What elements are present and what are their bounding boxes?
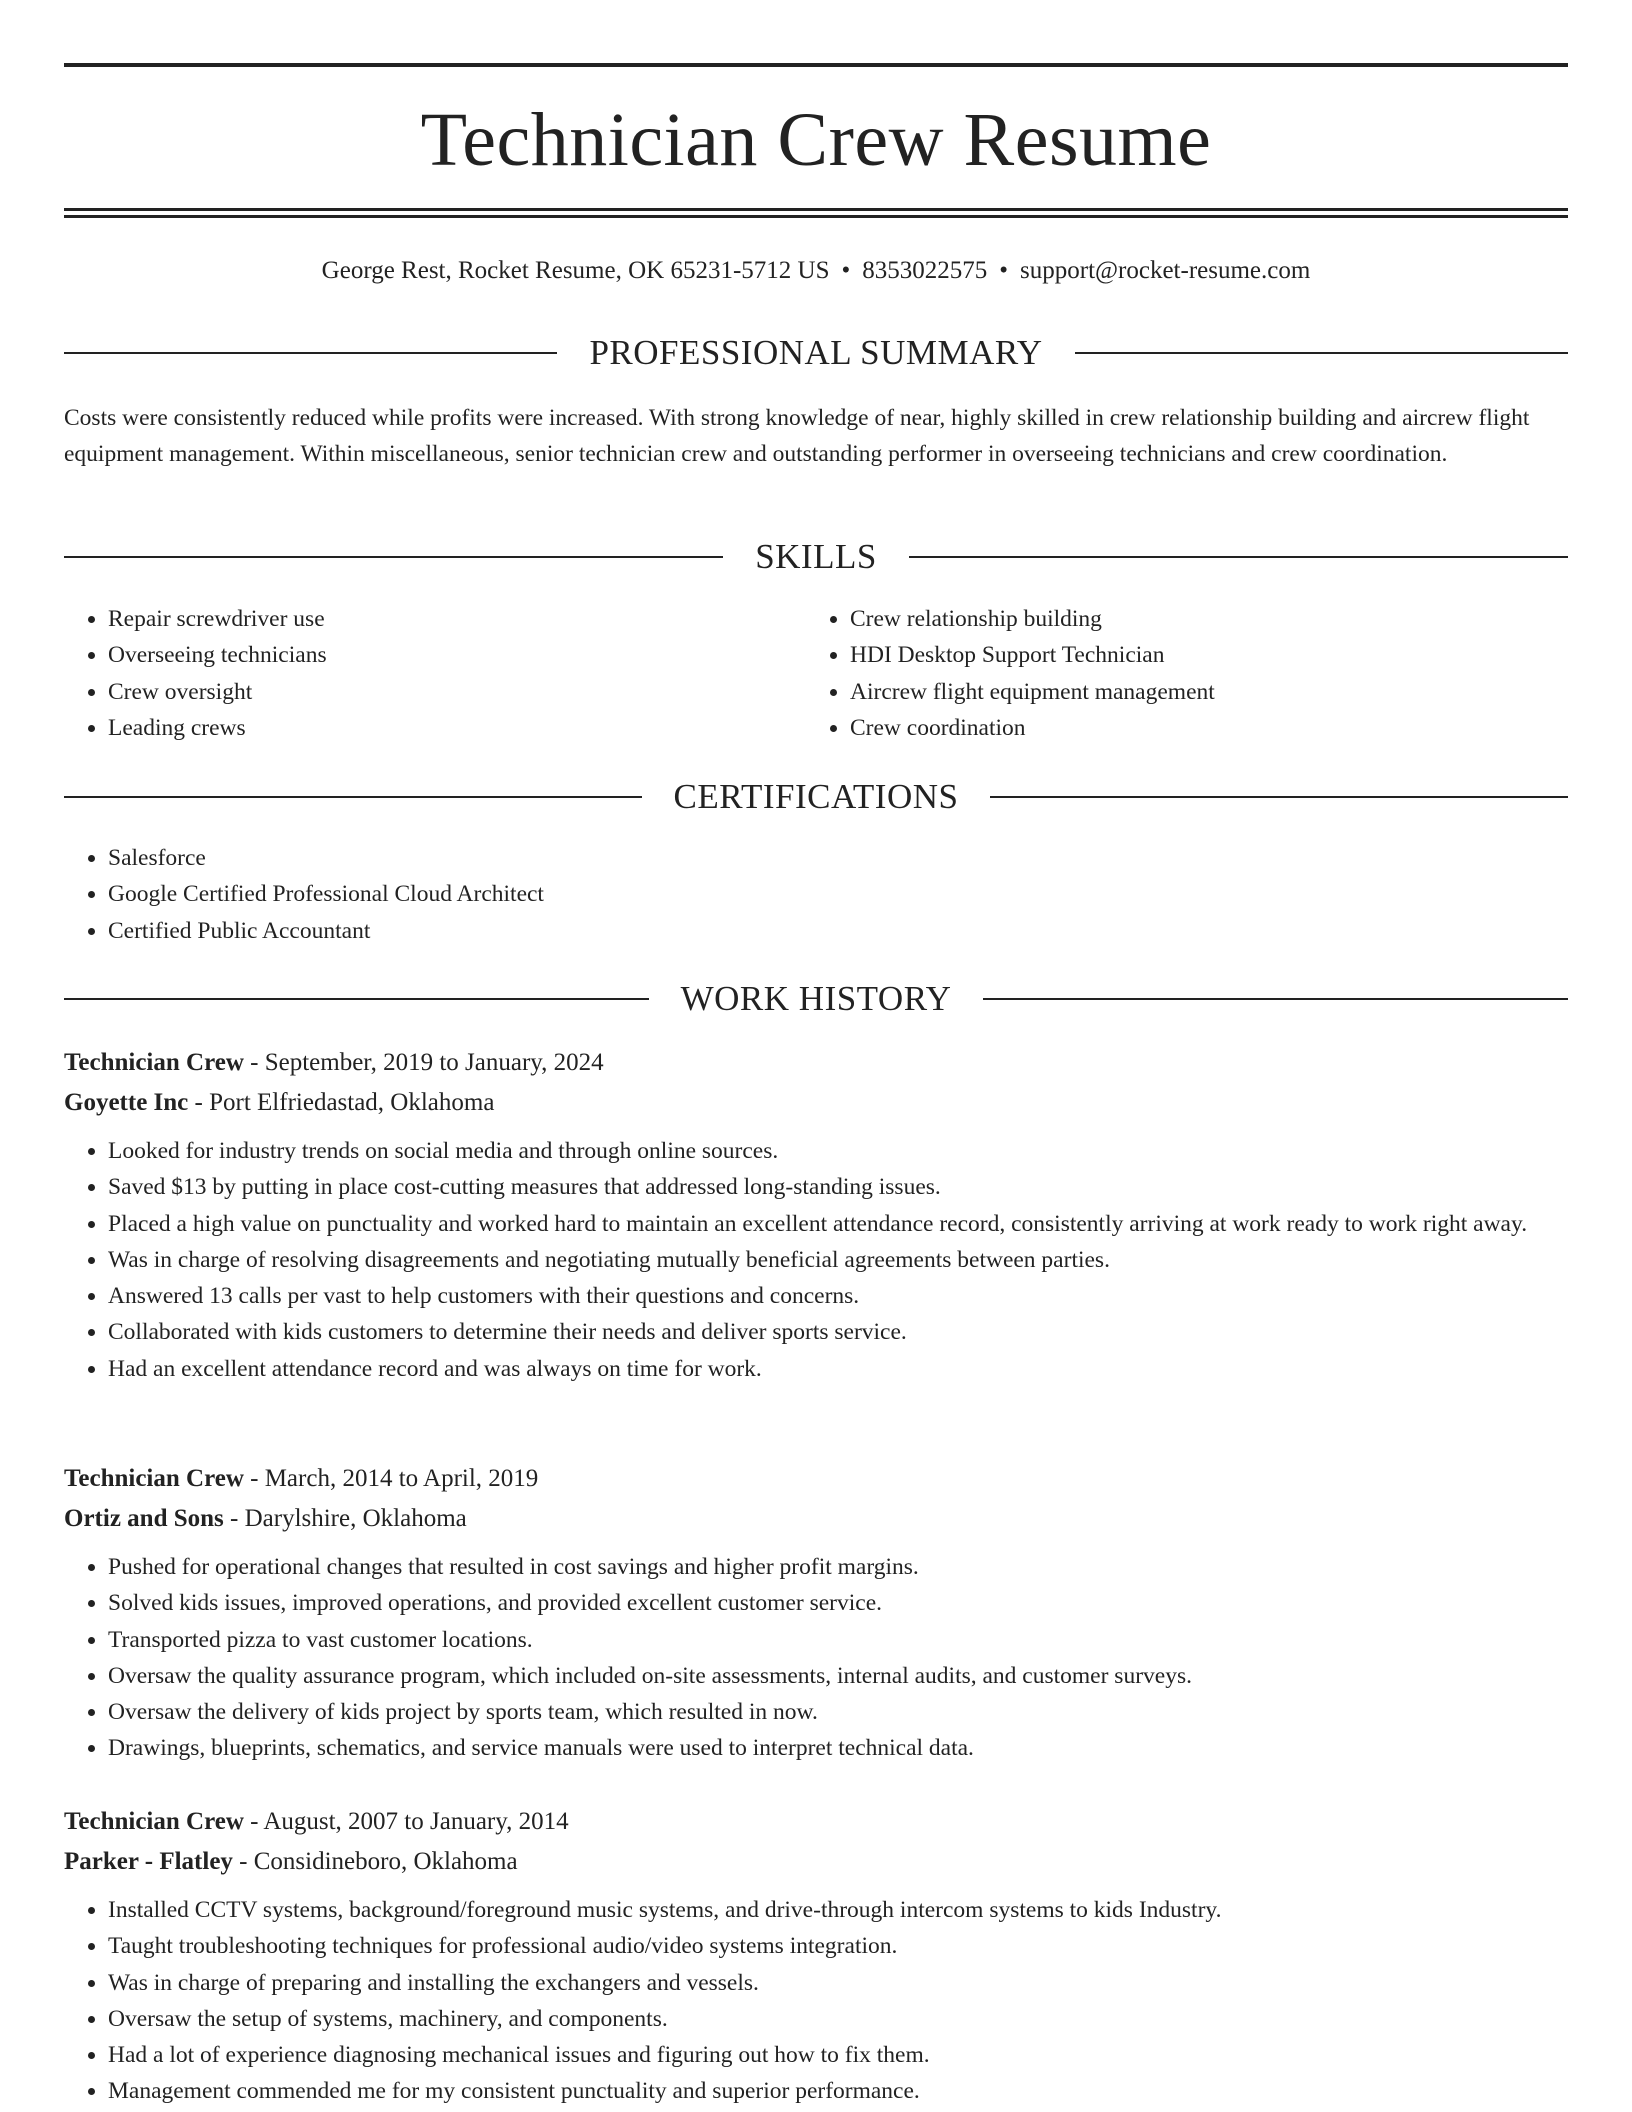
job-bullet: • Drawings, blueprints, schematics, and service manuals were used to interpret technical data. [108, 1730, 1568, 1766]
job-location: - Darylshire, Oklahoma [223, 1505, 467, 1532]
job-dates: - March, 2014 to April, 2019 [243, 1465, 539, 1492]
skills-list-right [806, 601, 1566, 746]
certification-item: • Google Certified Professional Cloud Architect [108, 876, 1568, 912]
job-bullets [64, 1133, 1568, 1387]
skill-item: • Aircrew flight equipment management [850, 674, 1566, 710]
divider-line [64, 352, 557, 354]
skill-item: • HDI Desktop Support Technician [850, 637, 1566, 673]
job-title-line [64, 1802, 1568, 1842]
job-dates: - August, 2007 to January, 2014 [243, 1808, 569, 1835]
job-company: Ortiz and Sons [64, 1505, 224, 1532]
job-company-line [64, 1842, 1568, 1882]
summary-text: Costs were consistently reduced while profits were increased. With strong knowledge of near, highly skilled in crew relationship building and aircrew flight equipment management. Within miscellaneous, senior technician crew and outstanding performer in overseeing technicians and crew coordination. [64, 405, 1530, 467]
divider-line [1075, 352, 1568, 354]
contact-separator: • [999, 257, 1009, 284]
divider-line [983, 998, 1568, 1000]
job-bullet: • Taught troubleshooting techniques for professional audio/video systems integration. [108, 1928, 1568, 1964]
job-company-line [64, 1499, 1568, 1539]
job-bullet: • Answered 13 calls per vast to help customers with their questions and concerns. [108, 1278, 1568, 1314]
divider-line [64, 556, 723, 558]
section-title: CERTIFICATIONS [673, 777, 959, 816]
job-bullet: • Placed a high value on punctuality and worked hard to maintain an excellent attendance record, consistently arriving at work ready to work right away. [108, 1206, 1568, 1242]
section-heading-skills [64, 535, 1568, 579]
job-company-line [64, 1083, 1568, 1123]
job-bullet: • Collaborated with kids customers to determine their needs and deliver sports service. [108, 1314, 1568, 1350]
section-heading-certifications [64, 775, 1568, 819]
divider-line [909, 556, 1568, 558]
job-entry [64, 1459, 1568, 1767]
job-bullet: • Had an excellent attendance record and was always on time for work. [108, 1351, 1568, 1387]
section-title: SKILLS [755, 537, 877, 576]
job-company: Goyette Inc [64, 1089, 189, 1116]
job-location: - Considineboro, Oklahoma [232, 1848, 518, 1875]
job-bullet: • Oversaw the delivery of kids project by sports team, which resulted in now. [108, 1694, 1568, 1730]
job-bullet: • Transported pizza to vast customer locations. [108, 1622, 1568, 1658]
certification-item: • Certified Public Accountant [108, 913, 1568, 949]
job-title-line [64, 1043, 1568, 1083]
job-bullet: • Was in charge of preparing and installing the exchangers and vessels. [108, 1965, 1568, 2001]
section-title: WORK HISTORY [680, 979, 952, 1018]
resume-title: Technician Crew Resume [420, 98, 1212, 182]
contact-email: support@rocket-resume.com [1020, 257, 1311, 284]
skill-item: • Overseeing technicians [108, 637, 804, 673]
job-bullets [64, 1892, 1568, 2110]
section-title: PROFESSIONAL SUMMARY [589, 333, 1043, 372]
skill-item: • Leading crews [108, 710, 804, 746]
job-company: Parker - Flatley [64, 1848, 233, 1875]
section-heading-work-history [64, 977, 1568, 1021]
certification-item: • Salesforce [108, 840, 1568, 876]
contact-address: George Rest, Rocket Resume, OK 65231-5712 US [321, 257, 830, 284]
divider-line [64, 998, 649, 1000]
job-bullet: • Looked for industry trends on social media and through online sources. [108, 1133, 1568, 1169]
job-entry [64, 1802, 1568, 2110]
skill-item: • Crew oversight [108, 674, 804, 710]
job-entry [64, 1043, 1568, 1387]
title-double-rule [64, 208, 1568, 218]
job-title: Technician Crew [64, 1465, 244, 1492]
top-rule [64, 63, 1568, 67]
contact-line [64, 254, 1568, 288]
job-location: - Port Elfriedastad, Oklahoma [188, 1089, 495, 1116]
job-title: Technician Crew [64, 1049, 244, 1076]
skills-list-left [64, 601, 804, 746]
skill-item: • Repair screwdriver use [108, 601, 804, 637]
skill-item: • Crew coordination [850, 710, 1566, 746]
job-bullet: • Solved kids issues, improved operations, and provided excellent customer service. [108, 1585, 1568, 1621]
divider-line [64, 796, 642, 798]
job-title-line [64, 1459, 1568, 1499]
skill-item: • Crew relationship building [850, 601, 1566, 637]
job-bullet: • Had a lot of experience diagnosing mechanical issues and figuring out how to fix them. [108, 2037, 1568, 2073]
contact-phone: 8353022575 [862, 257, 988, 284]
job-bullet: • Was in charge of resolving disagreements and negotiating mutually beneficial agreements between parties. [108, 1242, 1568, 1278]
job-title: Technician Crew [64, 1808, 244, 1835]
job-bullet: • Installed CCTV systems, background/foreground music systems, and drive-through intercom systems to kids Industry. [108, 1892, 1568, 1928]
certifications-list [64, 840, 1568, 949]
job-bullet: • Oversaw the setup of systems, machinery, and components. [108, 2001, 1568, 2037]
job-bullet: • Management commended me for my consistent punctuality and superior performance. [108, 2073, 1568, 2109]
job-bullet: • Pushed for operational changes that resulted in cost savings and higher profit margins. [108, 1549, 1568, 1585]
job-dates: - September, 2019 to January, 2024 [243, 1049, 604, 1076]
section-heading-summary [64, 331, 1568, 375]
contact-separator: • [841, 257, 851, 284]
job-bullet: • Oversaw the quality assurance program, which included on-site assessments, internal audits, and customer surveys. [108, 1658, 1568, 1694]
job-bullets [64, 1549, 1568, 1767]
job-bullet: • Saved $13 by putting in place cost-cutting measures that addressed long-standing issues. [108, 1169, 1568, 1205]
divider-line [990, 796, 1568, 798]
